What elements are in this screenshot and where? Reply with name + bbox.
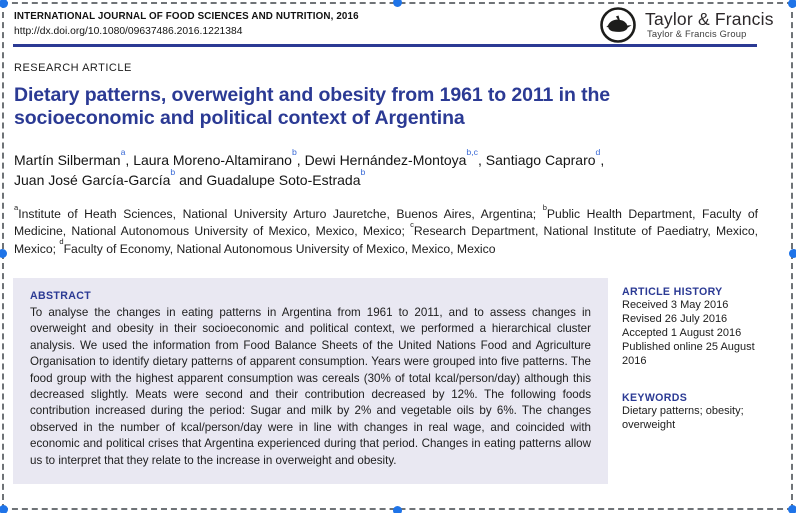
affil-sup: c <box>410 219 414 229</box>
author-list: Martín Silberman$^a$, Laura Moreno-Altamirano$^b$, Dewi Hernández-Montoya$^{b,c}$, Santiago Capraro$^d$, Juan José García-García$^b$ and Guadalupe Soto-Estrada$^b$ <box>14 147 605 188</box>
author-affil-sup: b <box>170 166 176 177</box>
author-affil-sup: d <box>595 147 601 158</box>
selection-handle-sw[interactable] <box>0 505 8 513</box>
author-name: Laura Moreno-Altamirano <box>133 152 292 168</box>
publisher-group: Taylor & Francis Group <box>647 29 747 39</box>
history-item: Accepted 1 August 2016 <box>622 327 742 339</box>
page-title: Dietary patterns, overweight and obesity from 1961 to 2011 in the socioeconomic and political context of Argentina <box>14 84 611 129</box>
author-affil-sup: a <box>120 147 126 158</box>
journal-header <box>14 10 359 39</box>
affil-sup: d <box>59 237 64 247</box>
author-name: Juan José García-García <box>14 171 171 188</box>
taylor-francis-lamp-icon <box>598 5 638 45</box>
author-affil-sup: b <box>291 147 297 158</box>
history-item: Revised 26 July 2016 <box>622 313 728 325</box>
header-divider <box>13 44 757 47</box>
article-type-label: RESEARCH ARTICLE <box>14 62 132 74</box>
selection-handle-e[interactable] <box>789 249 796 258</box>
selection-handle-se[interactable] <box>788 505 796 513</box>
journal-name: INTERNATIONAL JOURNAL OF FOOD SCIENCES AND NUTRITION, 2016 <box>14 11 359 22</box>
affil-sup: b <box>542 202 547 212</box>
selection-handle-w[interactable] <box>0 249 7 258</box>
selection-handle-n[interactable] <box>393 0 402 7</box>
keywords-heading: KEYWORDS <box>622 392 688 404</box>
abstract-text: To analyse the changes in eating patterns in Argentina from 1961 to 2011, and to assess changes in overweight and obesity in their socioeconomic and political context, we performed a hierarchical cluster analysis. We used the information from Food Balance Sheets of the United Nations Food and Agriculture Organisation to identify dietary patterns of apparent consumption. Years were grouped into five patterns. The food group with the highest apparent consumption was cereals (30% of total kcal/person/day) although this decreased slightly. Meats were second and their contribution decreased by 12%. The following foods contribution increased during the period: Sugar and milk by 2% and vegetable oils by 6%. The changes observed in the number of kcal/person/day were in line with changes in real wage, and coincided with economic and political crises that Argentina experienced during that period. Changes in eating patterns allow us to interpret that they relate to the increase in overweight and obesity. <box>30 306 591 467</box>
publisher-name: Taylor & Francis <box>645 9 774 29</box>
publisher-logo <box>598 5 774 45</box>
author-affil-sup: b,c <box>466 147 478 158</box>
article-meta-sidebar <box>622 286 782 432</box>
article-history-heading: ARTICLE HISTORY <box>622 286 723 298</box>
keywords-text: Dietary patterns; obesity; overweight <box>622 405 744 431</box>
affiliations: $^a$Institute of Heath Sciences, National University Arturo Jauretche, Buenos Aires, Argentina; $^b$Public Health Department, Faculty of Medicine, National Autonomous University of Mexico, Mexico, Mexico; $^c$Research Department, National Institute of Paediatry, Mexico, Mexico; $^d$Faculty of Economy, National Autonomous University of Mexico, Mexico, Mexico <box>14 202 758 256</box>
selection-handle-ne[interactable] <box>788 0 796 8</box>
selection-handle-s[interactable] <box>393 506 402 513</box>
article-history-list <box>622 298 782 368</box>
abstract-panel <box>13 278 608 484</box>
author-name: Dewi Hernández-Montoya <box>304 152 467 168</box>
abstract-heading: ABSTRACT <box>30 290 92 302</box>
affil-sup: a <box>14 202 19 212</box>
author-name: Martín Silberman <box>14 152 121 168</box>
author-affil-sup: b <box>360 166 366 177</box>
author-name: Santiago Capraro <box>485 152 596 168</box>
publisher-text <box>645 10 774 40</box>
selection-handle-nw[interactable] <box>0 0 8 8</box>
author-name: Guadalupe Soto-Estrada <box>206 171 361 188</box>
history-item: Received 3 May 2016 <box>622 299 729 311</box>
history-item: Published online 25 August 2016 <box>622 341 755 367</box>
doi-url: http://dx.doi.org/10.1080/09637486.2016.1221384 <box>14 26 243 37</box>
